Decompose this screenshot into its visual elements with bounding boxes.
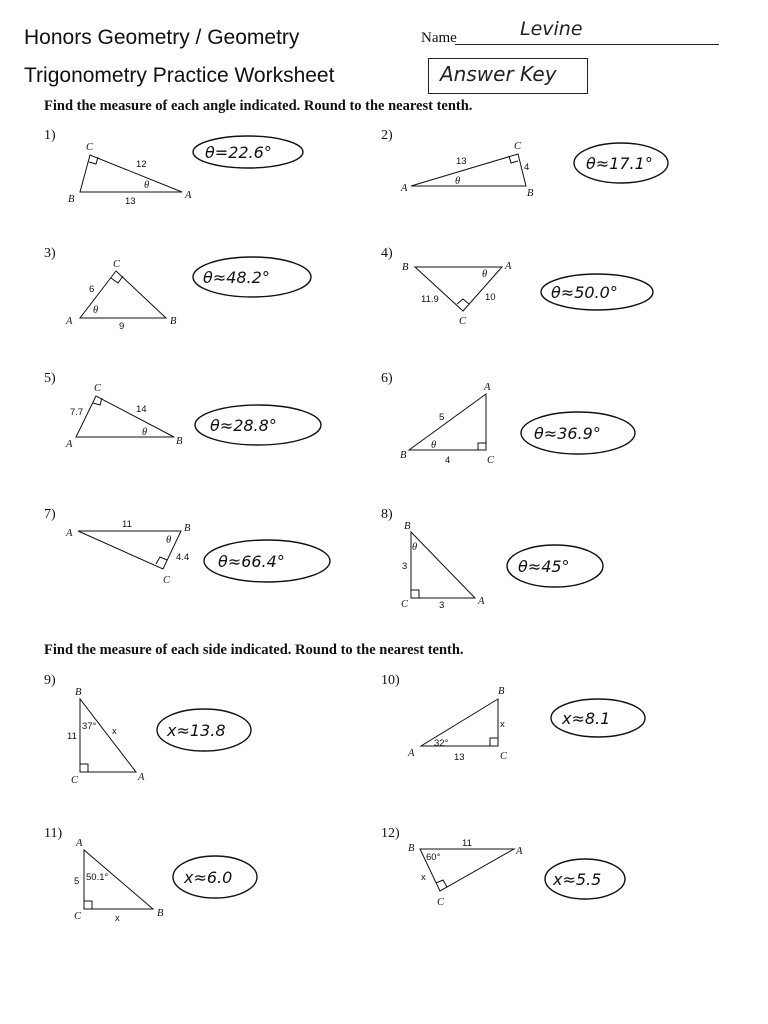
answer-6 [521,412,635,454]
answer-7 [204,540,330,582]
name-value: Levine [520,18,583,40]
vertex-label: A [138,772,145,783]
vertex-label: C [514,141,522,152]
angle-label: θ [144,180,150,191]
answer-5 [195,405,321,445]
side-label: x [115,913,120,924]
answer-12 [545,859,625,899]
vertex-label: B [170,316,177,327]
side-label: 12 [136,159,147,170]
side-label: 4 [524,162,530,173]
answer-4 [541,274,653,310]
problem-number: 6) [381,371,393,386]
vertex-label: A [484,382,491,393]
angle-label: θ [431,440,437,451]
side-label: 3 [439,600,445,611]
answer-text: θ=22.6° [205,143,272,162]
vertex-label: A [401,183,408,194]
angle-label: 37° [82,721,97,732]
side-label: x [421,872,426,883]
answer-1 [193,136,303,168]
side-label: 9 [119,321,125,332]
worksheet-title: Trigonometry Practice Worksheet [24,64,335,87]
answer-9 [157,709,251,751]
triangle-figure-9 [67,687,145,786]
angle-label: 32° [434,738,449,749]
problem-number: 11) [44,826,63,841]
vertex-label: C [94,383,102,394]
answer-text: θ≈17.1° [586,154,653,173]
angle-label: θ [166,535,172,546]
problem-number: 4) [381,246,393,261]
vertex-label: C [86,142,94,153]
side-label: 11.9 [421,294,439,305]
vertex-label: B [184,523,191,534]
vertex-label: C [163,575,171,586]
vertex-label: C [71,775,79,786]
answer-text: θ≈50.0° [551,283,618,302]
answer-text: x≈13.8 [167,721,226,740]
vertex-label: A [505,261,512,272]
vertex-label: C [401,599,409,610]
answer-text: θ≈66.4° [218,552,285,571]
answer-text: x≈6.0 [184,868,233,887]
name-label: Name [421,30,457,46]
angle-label: θ [482,269,488,280]
angle-label: 60° [426,852,441,863]
triangle-figure-10 [407,686,508,763]
triangle-figure-8 [401,521,485,611]
side-label: 4 [445,455,451,466]
vertex-label: B [400,450,407,461]
angle-label: θ [455,176,461,187]
triangle-figure-12 [408,838,523,908]
problem-number: 12) [381,826,400,841]
side-label: x [112,726,117,737]
answer-3 [193,257,311,297]
side-label: 13 [456,156,467,167]
answer-text: x≈8.1 [562,709,611,728]
side-label: 10 [485,292,496,303]
side-label: 3 [402,561,408,572]
vertex-label: C [113,259,121,270]
answer-text: θ≈36.9° [534,424,601,443]
side-label: 5 [74,876,80,887]
vertex-label: C [459,316,467,327]
vertex-label: A [66,439,73,450]
sides-instruction: Find the measure of each side indicated. Round to the nearest tenth. [44,642,464,658]
vertex-label: B [402,262,409,273]
problem-number: 1) [44,128,56,143]
angle-label: θ [93,305,99,316]
side-label: 7.7 [70,407,84,418]
angles-instruction: Find the measure of each angle indicated. Round to the nearest tenth. [44,98,473,114]
vertex-label: A [76,838,83,849]
vertex-label: A [66,528,73,539]
answer-text: θ≈28.8° [210,416,277,435]
vertex-label: A [185,190,192,201]
vertex-label: A [408,748,415,759]
triangle-figure-4 [402,261,512,327]
answer-8 [507,545,603,587]
vertex-label: A [66,316,73,327]
triangle-figure-1 [68,142,192,207]
triangle-figure-7 [65,519,191,586]
side-label: 11 [122,519,132,530]
worksheet-course-title: Honors Geometry / Geometry [24,26,300,49]
problem-number: 3) [44,246,56,261]
side-label: 13 [125,196,136,207]
vertex-label: C [500,751,508,762]
vertex-label: A [478,596,485,607]
vertex-label: B [404,521,411,532]
side-label: 13 [454,752,465,763]
vertex-label: B [408,843,415,854]
side-label: 6 [89,284,95,295]
vertex-label: C [74,911,82,922]
answer-text: x≈5.5 [553,870,602,889]
vertex-label: B [498,686,505,697]
vertex-label: B [176,436,183,447]
answer-10 [551,699,645,737]
answer-text: θ≈48.2° [203,268,270,287]
side-label: 5 [439,412,445,423]
side-label: 11 [67,731,77,742]
vertex-label: B [527,188,534,199]
side-label: 11 [462,838,472,849]
answer-2 [574,143,668,183]
angle-label: θ [412,542,418,553]
vertex-label: A [516,846,523,857]
angle-label: θ [142,427,148,438]
problem-number: 8) [381,507,393,522]
problem-number: 5) [44,371,56,386]
triangle-figure-2 [400,141,534,199]
angle-label: 50.1° [86,872,109,883]
side-label: x [500,719,505,730]
problem-number: 2) [381,128,393,143]
vertex-label: B [157,908,164,919]
problem-number: 9) [44,673,56,688]
problem-number: 10) [381,673,400,688]
triangle-figure-3 [65,259,177,332]
vertex-label: B [75,687,82,698]
triangle-figure-6 [400,382,495,466]
side-label: 4.4 [176,552,190,563]
vertex-label: B [68,194,75,205]
answer-text: θ≈45° [518,557,570,576]
vertex-label: C [437,897,445,908]
side-label: 14 [136,404,147,415]
triangle-figure-11 [74,838,164,924]
answer-key-label: Answer Key [440,62,557,86]
answer-11 [173,856,257,898]
vertex-label: C [487,455,495,466]
triangle-figure-5 [65,383,183,450]
problem-number: 7) [44,507,56,522]
